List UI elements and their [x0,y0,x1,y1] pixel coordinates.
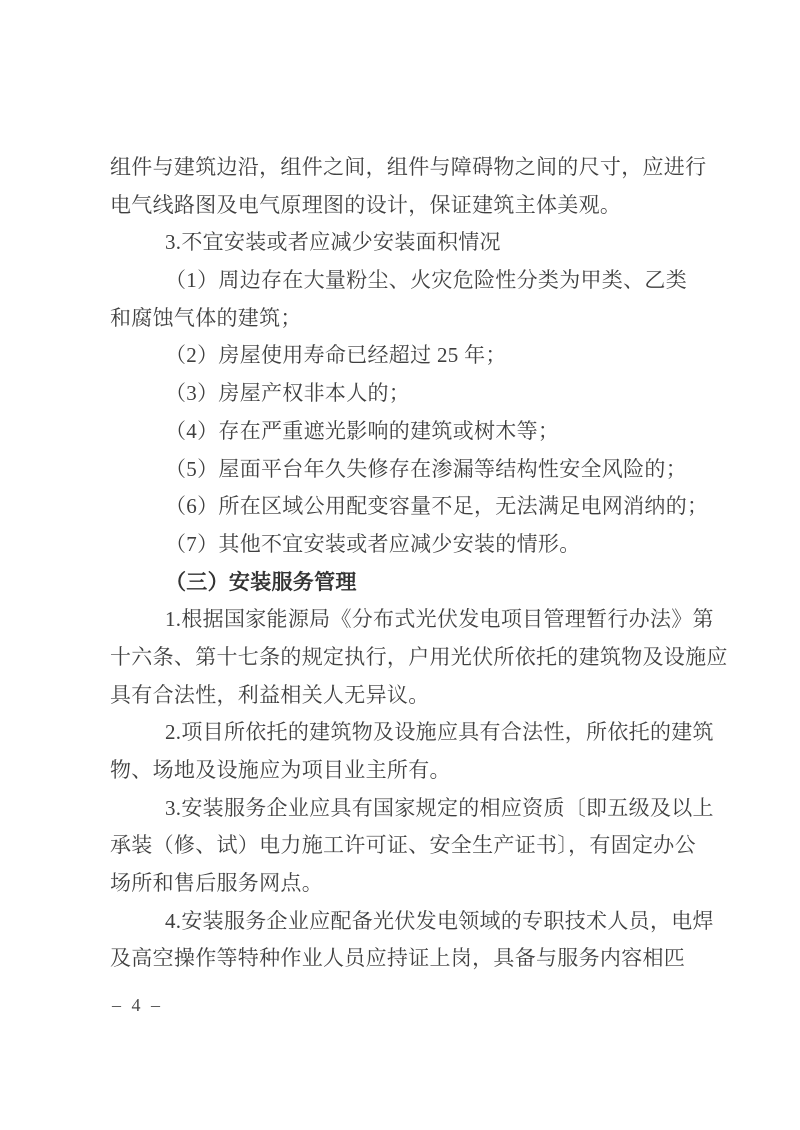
text-line: 和腐蚀气体的建筑； [110,305,302,330]
page-number: – 4 – [112,995,163,1015]
text-line: 承装（修、试）电力施工许可证、安全生产证书〕，有固定办公 [110,833,696,858]
text-line: 电气线路图及电气原理图的设计，保证建筑主体美观。 [110,192,622,217]
text-line: （3）房屋产权非本人的； [165,381,411,406]
text-line: （7）其他不宜安装或者应减少安装的情形。 [165,531,581,556]
text-line: 2.项目所依托的建筑物及设施应具有合法性，所依托的建筑 [165,720,714,745]
text-line: 4.安装服务企业应配备光伏发电领域的专职技术人员，电焊 [165,908,714,933]
text-line: 十六条、第十七条的规定执行，户用光伏所依托的建筑物及设施应 [110,644,728,669]
text-line: （1）周边存在大量粉尘、火灾危险性分类为甲类、乙类 [165,268,687,293]
text-line: 及高空操作等特种作业人员应持证上岗，具备与服务内容相匹 [110,946,686,971]
text-line: （5）屋面平台年久失修存在渗漏等结构性安全风险的； [165,456,687,481]
text-line: 组件与建筑边沿，组件之间，组件与障碍物之间的尺寸，应进行 [110,155,707,179]
text-line: （2）房屋使用寿命已经超过 25 年； [165,343,507,368]
text-line: 1.根据国家能源局《分布式光伏发电项目管理暂行办法》第 [165,607,714,632]
text-line: 具有合法性，利益相关人无异议。 [110,682,430,707]
text-line: （6）所在区域公用配变容量不足，无法满足电网消纳的； [165,494,709,519]
section-heading: （三）安装服务管理 [165,569,357,594]
text-line: 3.安装服务企业应具有国家规定的相应资质〔即五级及以上 [165,795,714,820]
text-line: （4）存在严重遮光影响的建筑或树木等； [165,418,560,443]
text-line: 场所和售后服务网点。 [110,871,323,896]
document-body [110,149,728,978]
text-line: 物、场地及设施应为项目业主所有。 [110,758,451,782]
text-line: 3.不宜安装或者应减少安装面积情况 [165,230,501,255]
